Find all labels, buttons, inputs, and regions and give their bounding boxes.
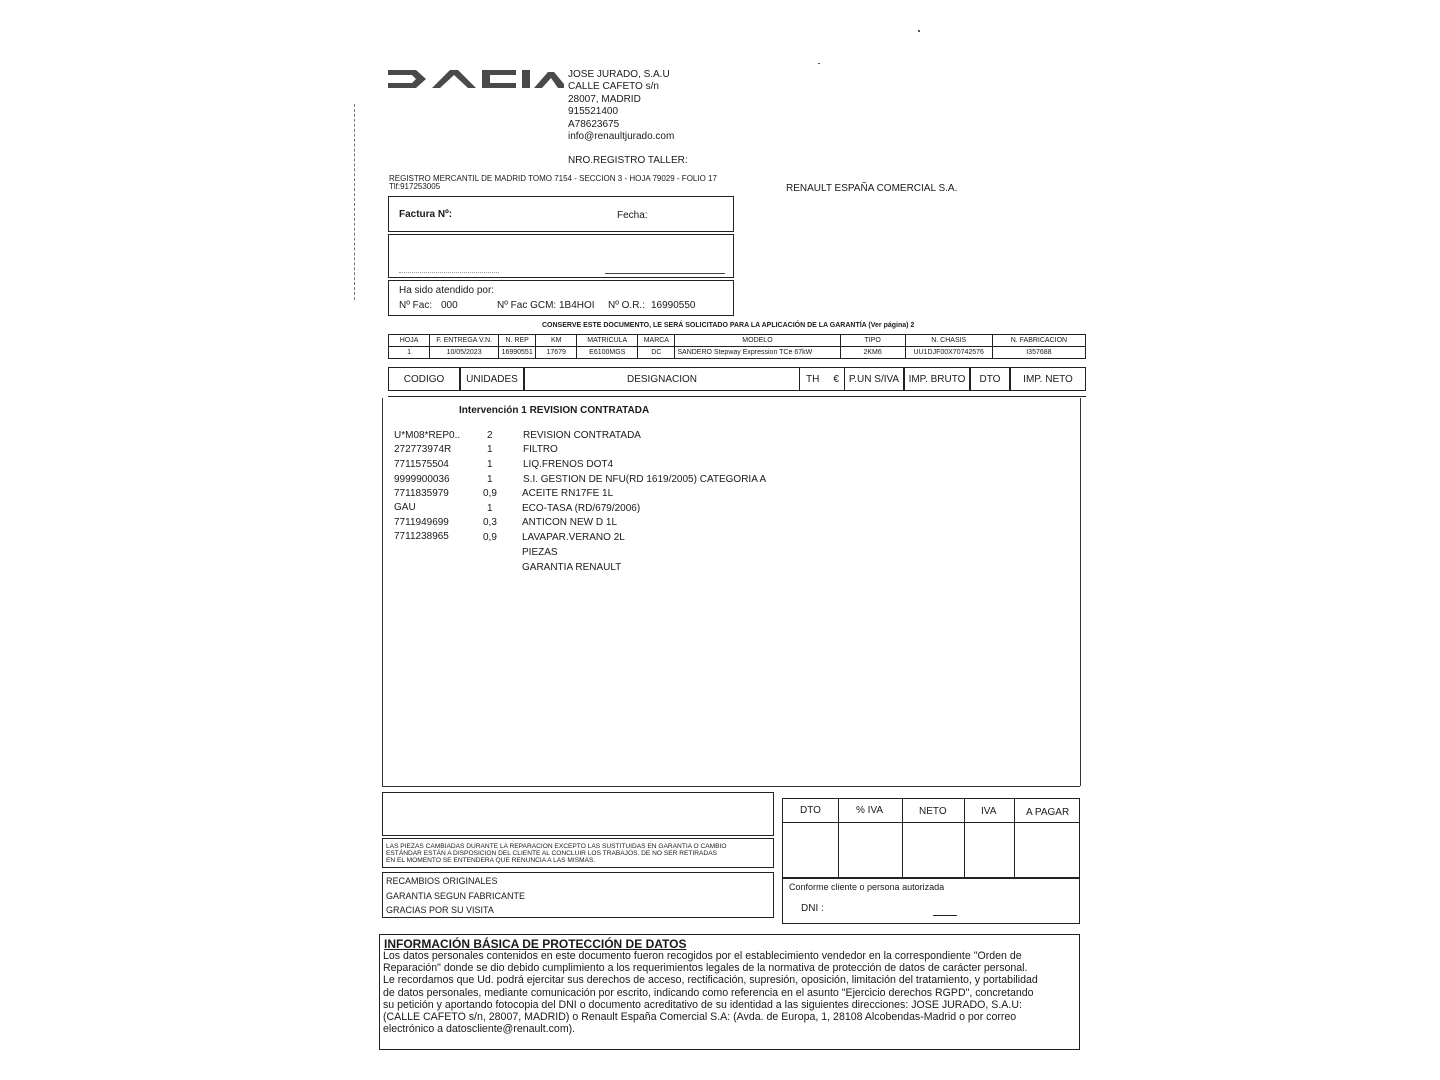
item-desc: GARANTIA RENAULT bbox=[522, 562, 622, 573]
item-desc: REVISION CONTRATADA bbox=[523, 430, 641, 441]
item-code: 7711835979 bbox=[394, 488, 449, 499]
scan-speck bbox=[918, 30, 920, 32]
item-qty: 1 bbox=[487, 444, 493, 455]
table-header-cell: TIPO bbox=[840, 335, 905, 347]
privacy-line: Los datos personales contenidos en este documento fueron recogidos por el establecimiento vendedor en la correspondiente "Orden de bbox=[383, 950, 1022, 962]
company-phone: 915521400 bbox=[568, 106, 619, 118]
item-qty: 1 bbox=[487, 474, 493, 485]
privacy-line: Reparación" donde se dio debido cumplimiento a los requerimientos legales de la normativa de protección de datos de carácter personal. bbox=[383, 962, 1028, 975]
item-code: GAU bbox=[394, 502, 416, 513]
col-unidades: UNIDADES bbox=[460, 367, 524, 391]
company-address bbox=[568, 69, 674, 143]
table-cell: 10/05/2023 bbox=[430, 347, 499, 359]
registry-line-2: Tlf:917253005 bbox=[389, 182, 441, 191]
table-header-cell: N. FABRICACION bbox=[992, 335, 1085, 347]
or-label: Nº O.R.: bbox=[608, 300, 645, 311]
totals-col-sep bbox=[964, 798, 965, 878]
col-th: TH bbox=[806, 373, 820, 385]
item-qty: 1 bbox=[487, 503, 493, 514]
totals-col-sep bbox=[1014, 798, 1015, 878]
item-qty: 0,3 bbox=[483, 517, 497, 528]
faint-line bbox=[399, 272, 499, 274]
footer-notes-box bbox=[382, 872, 774, 918]
vehicle-table-header bbox=[389, 335, 1086, 347]
attended-box bbox=[388, 280, 734, 316]
dacia-logo bbox=[388, 68, 564, 90]
col-imp-neto: IMP. NETO bbox=[1010, 367, 1086, 391]
totals-iva: IVA bbox=[981, 806, 997, 817]
dacia-logo-icon bbox=[388, 68, 564, 90]
signature-box bbox=[782, 878, 1080, 924]
privacy-line: Le recordamos que Ud. podrá ejercitar sus derechos de acceso, rectificación, supresión, oposición, limitación del tratamiento, y portabilidad bbox=[383, 974, 1038, 987]
item-desc: LIQ.FRENOS DOT4 bbox=[523, 459, 614, 470]
nfac-value: 000 bbox=[441, 300, 458, 311]
customer-name: RENAULT ESPAÑA COMERCIAL S.A. bbox=[786, 183, 958, 194]
signature-label: Conforme cliente o persona autorizada bbox=[789, 882, 945, 892]
table-cell: E6100MGS bbox=[577, 347, 638, 359]
col-designacion: DESIGNACION bbox=[524, 367, 800, 391]
item-desc: PIEZAS bbox=[522, 547, 558, 558]
table-cell: 2KM6 bbox=[840, 347, 905, 359]
items-frame-left bbox=[382, 398, 383, 786]
table-header-cell: KM bbox=[536, 335, 577, 347]
item-qty: 0,9 bbox=[483, 488, 497, 499]
col-euro: € bbox=[833, 373, 839, 385]
table-cell: UU1DJF00X70742576 bbox=[905, 347, 992, 359]
table-header-cell: N. REP bbox=[499, 335, 536, 347]
table-cell: DC bbox=[638, 347, 675, 359]
company-street: CALLE CAFETO s/n bbox=[568, 81, 659, 93]
item-code: 7711238965 bbox=[394, 531, 449, 542]
or-value: 16990550 bbox=[651, 300, 696, 311]
totals-header-line bbox=[782, 822, 1080, 823]
privacy-title: INFORMACIÓN BÁSICA DE PROTECCIÓN DE DATOS bbox=[384, 937, 687, 951]
item-desc: ACEITE RN17FE 1L bbox=[522, 488, 614, 499]
parts-notice-line-1: LAS PIEZAS CAMBIADAS DURANTE LA REPARACION EXCEPTO LAS SUSTITUIDAS EN GARANTIA O CAMBIO bbox=[386, 843, 727, 850]
table-header-cell: HOJA bbox=[389, 335, 430, 347]
dni-label: DNI : bbox=[801, 903, 824, 914]
scan-speck bbox=[818, 63, 820, 64]
header-separator bbox=[388, 396, 1086, 397]
parts-notice-line-2: ESTÁNDAR ESTÁN A DISPOSICION DEL CLIENTE AL CONCLUIR LOS TRABAJOS. DE NO SER RETIRADAS bbox=[386, 850, 717, 857]
item-desc: ECO-TASA (RD/679/2006) bbox=[522, 503, 641, 514]
gcm-label: Nº Fac GCM: bbox=[497, 300, 557, 311]
nfac-label: Nº Fac: bbox=[399, 300, 433, 311]
table-cell: SANDERO Stepway Expression TCe 67kW bbox=[675, 347, 840, 359]
totals-dto: DTO bbox=[800, 805, 821, 816]
item-code: 9999900036 bbox=[394, 474, 450, 485]
col-codigo: CODIGO bbox=[388, 367, 460, 391]
company-name: JOSE JURADO, S.A.U bbox=[568, 69, 670, 80]
table-header-cell: MATRICULA bbox=[577, 335, 638, 347]
item-desc: S.I. GESTION DE NFU(RD 1619/2005) CATEGORIA A bbox=[523, 474, 767, 485]
table-cell: I357688 bbox=[992, 347, 1085, 359]
company-email: info@renaultjurado.com bbox=[568, 131, 675, 143]
table-cell: 16990551 bbox=[499, 347, 536, 359]
totals-col-sep bbox=[838, 798, 839, 878]
item-code: 272773974R bbox=[394, 444, 452, 455]
privacy-line: (CALLE CAFETO s/n, 28007, MADRID) o Renault España Comercial S.A: (Avda. de Europa, 1, 28108 Alcobendas-Madrid o por correo bbox=[383, 1011, 1017, 1024]
item-code: 7711575504 bbox=[394, 459, 449, 470]
totals-a-pagar: A PAGAR bbox=[1026, 807, 1070, 818]
invoice-number-box bbox=[388, 196, 734, 232]
footer-note: GRACIAS POR SU VISITA bbox=[386, 905, 494, 915]
table-header-cell: MARCA bbox=[638, 335, 675, 347]
table-header-cell: N. CHASIS bbox=[905, 335, 992, 347]
notes-box bbox=[382, 792, 774, 836]
company-tax-id: A78623675 bbox=[568, 118, 620, 130]
col-dto: DTO bbox=[970, 367, 1010, 391]
workshop-register-label: NRO.REGISTRO TALLER: bbox=[568, 155, 688, 166]
table-cell: 1 bbox=[389, 347, 430, 359]
item-code: 7711949699 bbox=[394, 517, 449, 528]
parts-notice-box bbox=[382, 838, 774, 868]
parts-notice-line-3: EN EL MOMENTO SE ENTENDERA QUE RENUNCIA A LAS MISMAS. bbox=[386, 857, 596, 864]
totals-col-sep bbox=[902, 798, 903, 878]
invoice-number-label: Factura Nº: bbox=[399, 209, 453, 220]
privacy-line: su petición y aportando fotocopia del DNI o documento acreditativo de su identidad a las siguientes direcciones: JOSE JURADO, S.A.U: bbox=[383, 998, 1022, 1011]
item-desc: LAVAPAR.VERANO 2L bbox=[522, 532, 625, 543]
vehicle-table-row bbox=[389, 347, 1086, 359]
col-imp-bruto: IMP. BRUTO bbox=[904, 367, 970, 391]
item-qty: 2 bbox=[487, 430, 493, 441]
dni-underline bbox=[933, 915, 957, 916]
invoice-date-label: Fecha: bbox=[617, 210, 648, 221]
attended-label: Ha sido atendido por: bbox=[399, 285, 495, 296]
item-qty: 1 bbox=[487, 459, 493, 470]
margin-line bbox=[354, 104, 356, 300]
privacy-line: de datos personales, mediante comunicación por escrito, indicando como referencia en el asunto "Ejercicio derechos RGPD", concretando bbox=[383, 986, 1034, 999]
col-pun: P.UN S/IVA bbox=[844, 367, 904, 391]
intervention-title: Intervención 1 REVISION CONTRATADA bbox=[459, 405, 650, 416]
registry-line-1: REGISTRO MERCANTIL DE MADRID TOMO 7154 - SECCION 3 - HOJA 79029 - FOLIO 17 bbox=[389, 174, 717, 183]
warranty-notice: CONSERVE ESTE DOCUMENTO, LE SERÁ SOLICITADO PARA LA APLICACIÓN DE LA GARANTÍA (Ver página) 2 bbox=[542, 322, 915, 329]
table-header-cell: MODELO bbox=[675, 335, 840, 347]
footer-note: GARANTIA SEGUN FABRICANTE bbox=[386, 891, 526, 901]
item-qty: 0,9 bbox=[483, 532, 497, 543]
totals-neto: NETO bbox=[919, 806, 947, 817]
gcm-value: 1B4HOI bbox=[559, 300, 595, 311]
table-header-cell: F. ENTREGA V.N. bbox=[430, 335, 499, 347]
footer-note: RECAMBIOS ORIGINALES bbox=[386, 876, 498, 886]
vehicle-table bbox=[388, 334, 1086, 359]
table-cell: 17679 bbox=[536, 347, 577, 359]
signature-underline bbox=[605, 273, 725, 274]
item-code: U*M08*REP0.. bbox=[394, 430, 461, 441]
col-th-euro bbox=[800, 367, 844, 391]
items-frame-right bbox=[1080, 398, 1081, 786]
company-city: 28007, MADRID bbox=[568, 93, 641, 105]
items-frame-bottom bbox=[382, 786, 1080, 787]
customer-address-box bbox=[388, 234, 734, 278]
privacy-line: electrónico a datoscliente@renault.com). bbox=[383, 1023, 576, 1036]
item-desc: FILTRO bbox=[523, 444, 558, 455]
privacy-text bbox=[383, 950, 1073, 1035]
item-desc: ANTICON NEW D 1L bbox=[522, 517, 618, 528]
totals-iva-pct: % IVA bbox=[856, 805, 884, 816]
